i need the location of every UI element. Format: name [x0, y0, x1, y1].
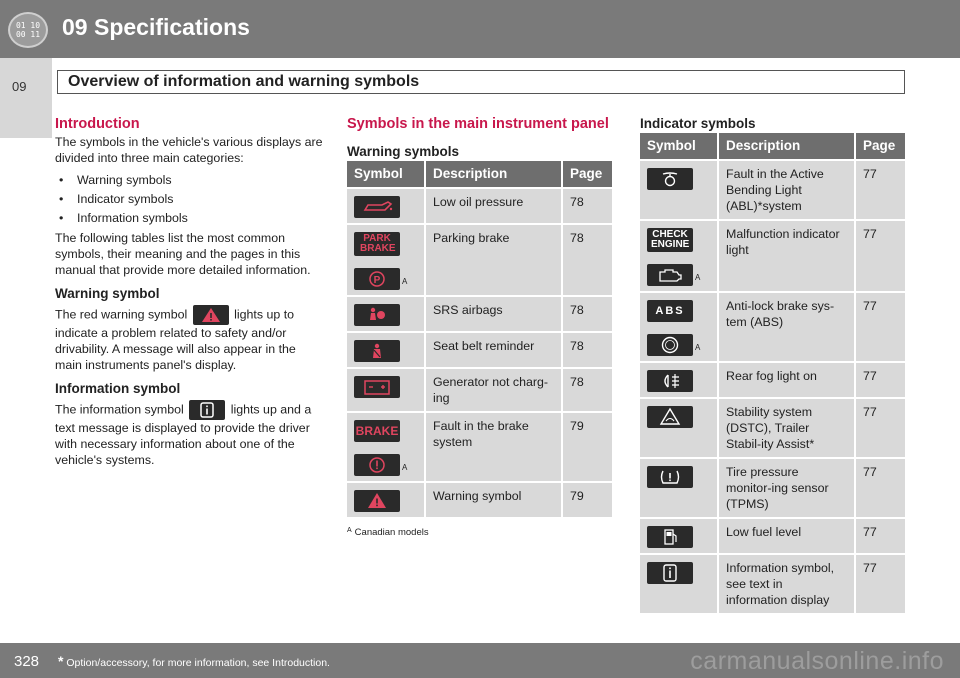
rear-fog-icon — [647, 370, 693, 392]
page-cell: 77 — [855, 518, 905, 554]
symbol-cell — [347, 188, 425, 224]
indicator-symbols-table — [640, 133, 905, 613]
side-tab-number: 09 — [12, 79, 27, 94]
table-row — [347, 224, 612, 296]
symbol-cell — [347, 332, 425, 368]
abs-icon — [647, 300, 693, 322]
page-cell: 77 — [855, 362, 905, 398]
footer-note-text: Option/accessory, for more information, see Introduction. — [66, 657, 330, 669]
table-row — [347, 188, 612, 224]
description-cell: Low fuel level — [718, 518, 855, 554]
information-symbol-heading: Information symbol — [55, 381, 181, 396]
page-cell: 77 — [855, 220, 905, 292]
footnote-letter: A — [347, 527, 352, 534]
table-footnote — [347, 527, 612, 538]
warning-text-start: The red warning symbol — [55, 307, 188, 322]
stability-icon — [647, 406, 693, 428]
description-cell: Seat belt reminder — [425, 332, 562, 368]
description-cell: Information symbol, see text in information display — [718, 554, 855, 613]
warning-symbols-table — [347, 161, 612, 517]
footer-note — [58, 653, 330, 669]
info-text-end: lights up and a text message is displayed to provide the driver with necessary information about one of the vehicle's systems. — [55, 402, 312, 467]
table-row — [640, 398, 905, 458]
footnote-mark: A — [695, 343, 701, 352]
table-row — [640, 362, 905, 398]
description-cell: SRS airbags — [425, 296, 562, 332]
description-cell: Parking brake — [425, 224, 562, 296]
symbol-cell — [347, 482, 425, 517]
parking-brake-icon-text: PARK BRAKE — [360, 233, 396, 254]
intro-column — [55, 116, 325, 472]
page-cell: 78 — [562, 368, 612, 412]
description-cell: Warning symbol — [425, 482, 562, 517]
symbol-cell — [640, 220, 718, 292]
footnote-mark: A — [402, 277, 408, 286]
table-row — [640, 292, 905, 362]
symbol-cell — [640, 160, 718, 220]
column-header-description: Description — [718, 133, 855, 160]
table-row — [640, 160, 905, 220]
info-icon — [189, 400, 225, 420]
list-item: • Warning symbols — [55, 172, 325, 188]
table-row — [347, 482, 612, 517]
symbol-cell — [640, 398, 718, 458]
column-header-page: Page — [562, 161, 612, 188]
info-icon — [647, 562, 693, 584]
table-row — [640, 220, 905, 292]
column-header-symbol: Symbol — [640, 133, 718, 160]
category-list — [55, 172, 325, 226]
brake-circle-icon — [354, 454, 400, 476]
description-cell: Tire pressure monitor-ing sensor (TPMS) — [718, 458, 855, 518]
warning-symbol-text — [55, 305, 325, 373]
tpms-icon — [647, 466, 693, 488]
page-cell: 78 — [562, 224, 612, 296]
brake-fault-icon — [354, 420, 400, 442]
symbol-cell — [640, 292, 718, 362]
page-cell: 78 — [562, 296, 612, 332]
abl-headlight-icon — [647, 168, 693, 190]
airbag-icon — [354, 304, 400, 326]
svg-text:P: P — [373, 275, 381, 286]
badge-line-1: 01 10 — [15, 21, 41, 30]
chapter-badge-icon — [8, 12, 48, 48]
footer-note-mark: * — [58, 653, 64, 669]
symbol-cell — [640, 458, 718, 518]
symbol-cell — [640, 362, 718, 398]
symbol-cell — [347, 224, 425, 296]
description-cell: Anti-lock brake sys-tem (ABS) — [718, 292, 855, 362]
main-panel-heading: Symbols in the main instrument panel — [347, 116, 609, 132]
main-panel-column — [347, 116, 612, 538]
badge-line-2: 00 11 — [15, 30, 41, 39]
check-engine-icon — [647, 228, 693, 252]
column-header-page: Page — [855, 133, 905, 160]
list-item: • Information symbols — [55, 210, 325, 226]
page-cell: 79 — [562, 412, 612, 482]
footnote-mark: A — [695, 273, 701, 282]
parking-brake-icon — [354, 232, 400, 256]
page-cell: 77 — [855, 458, 905, 518]
table-row — [640, 458, 905, 518]
chapter-title: 09 Specifications — [62, 14, 250, 40]
abs-icon-text: ABS — [655, 305, 685, 317]
list-item: • Indicator symbols — [55, 191, 325, 207]
page-cell: 77 — [855, 292, 905, 362]
check-engine-icon-text: CHECK ENGINE — [651, 229, 690, 250]
section-title-bar — [57, 70, 905, 94]
description-cell: Rear fog light on — [718, 362, 855, 398]
table-row — [347, 412, 612, 482]
warning-symbol-heading: Warning symbol — [55, 286, 160, 301]
description-cell: Fault in the Active Bending Light (ABL)*system — [718, 160, 855, 220]
brake-fault-icon-text: BRAKE — [355, 424, 399, 438]
table-row — [640, 554, 905, 613]
description-cell: Fault in the brake system — [425, 412, 562, 482]
warning-triangle-icon — [354, 490, 400, 512]
chapter-header — [0, 0, 960, 58]
indicator-column — [640, 116, 905, 613]
battery-icon — [354, 376, 400, 398]
symbol-cell — [640, 518, 718, 554]
footnote-mark: A — [402, 463, 408, 472]
info-text-start: The information symbol — [55, 402, 184, 417]
table-header-row — [347, 161, 612, 188]
table-row — [347, 368, 612, 412]
warning-text-end: lights up to indicate a problem related to safety and/or drivability. A message will also appear in the main instruments panel's display. — [55, 307, 296, 372]
warning-symbols-label: Warning symbols — [347, 144, 460, 159]
indicator-symbols-label: Indicator symbols — [640, 116, 756, 131]
page-footer — [0, 643, 960, 678]
page-cell: 78 — [562, 188, 612, 224]
page-cell: 79 — [562, 482, 612, 517]
engine-outline-icon — [647, 264, 693, 286]
symbol-cell — [347, 412, 425, 482]
page-number: 328 — [14, 653, 40, 670]
seatbelt-icon — [354, 340, 400, 362]
table-row — [347, 332, 612, 368]
description-cell: Stability system (DSTC), Trailer Stabil-ity Assist* — [718, 398, 855, 458]
symbol-cell — [347, 368, 425, 412]
intro-heading: Introduction — [55, 116, 140, 132]
page-cell: 77 — [855, 398, 905, 458]
information-symbol-text — [55, 400, 325, 468]
column-header-description: Description — [425, 161, 562, 188]
intro-paragraph-1: The symbols in the vehicle's various displays are divided into three main categories: — [55, 135, 323, 165]
page-cell: 77 — [855, 160, 905, 220]
page-cell: 78 — [562, 332, 612, 368]
column-header-symbol: Symbol — [347, 161, 425, 188]
table-row — [347, 296, 612, 332]
oil-can-icon — [354, 196, 400, 218]
intro-paragraph-2: The following tables list the most common symbols, their meaning and the pages in this manual that provide more detailed information. — [55, 231, 311, 277]
watermark: carmanualsonline.info — [690, 647, 944, 675]
chapter-side-tab — [0, 58, 52, 138]
table-header-row — [640, 133, 905, 160]
description-cell: Generator not charg-ing — [425, 368, 562, 412]
description-cell: Malfunction indicator light — [718, 220, 855, 292]
abs-circle-icon — [647, 334, 693, 356]
footnote-text: Canadian models — [354, 527, 429, 538]
parking-brake-circle-icon — [354, 268, 400, 290]
fuel-pump-icon — [647, 526, 693, 548]
warning-triangle-icon — [193, 305, 229, 325]
description-cell: Low oil pressure — [425, 188, 562, 224]
symbol-cell — [640, 554, 718, 613]
table-row — [640, 518, 905, 554]
section-title: Overview of information and warning symbols — [68, 73, 420, 90]
page-cell: 77 — [855, 554, 905, 613]
symbol-cell — [347, 296, 425, 332]
